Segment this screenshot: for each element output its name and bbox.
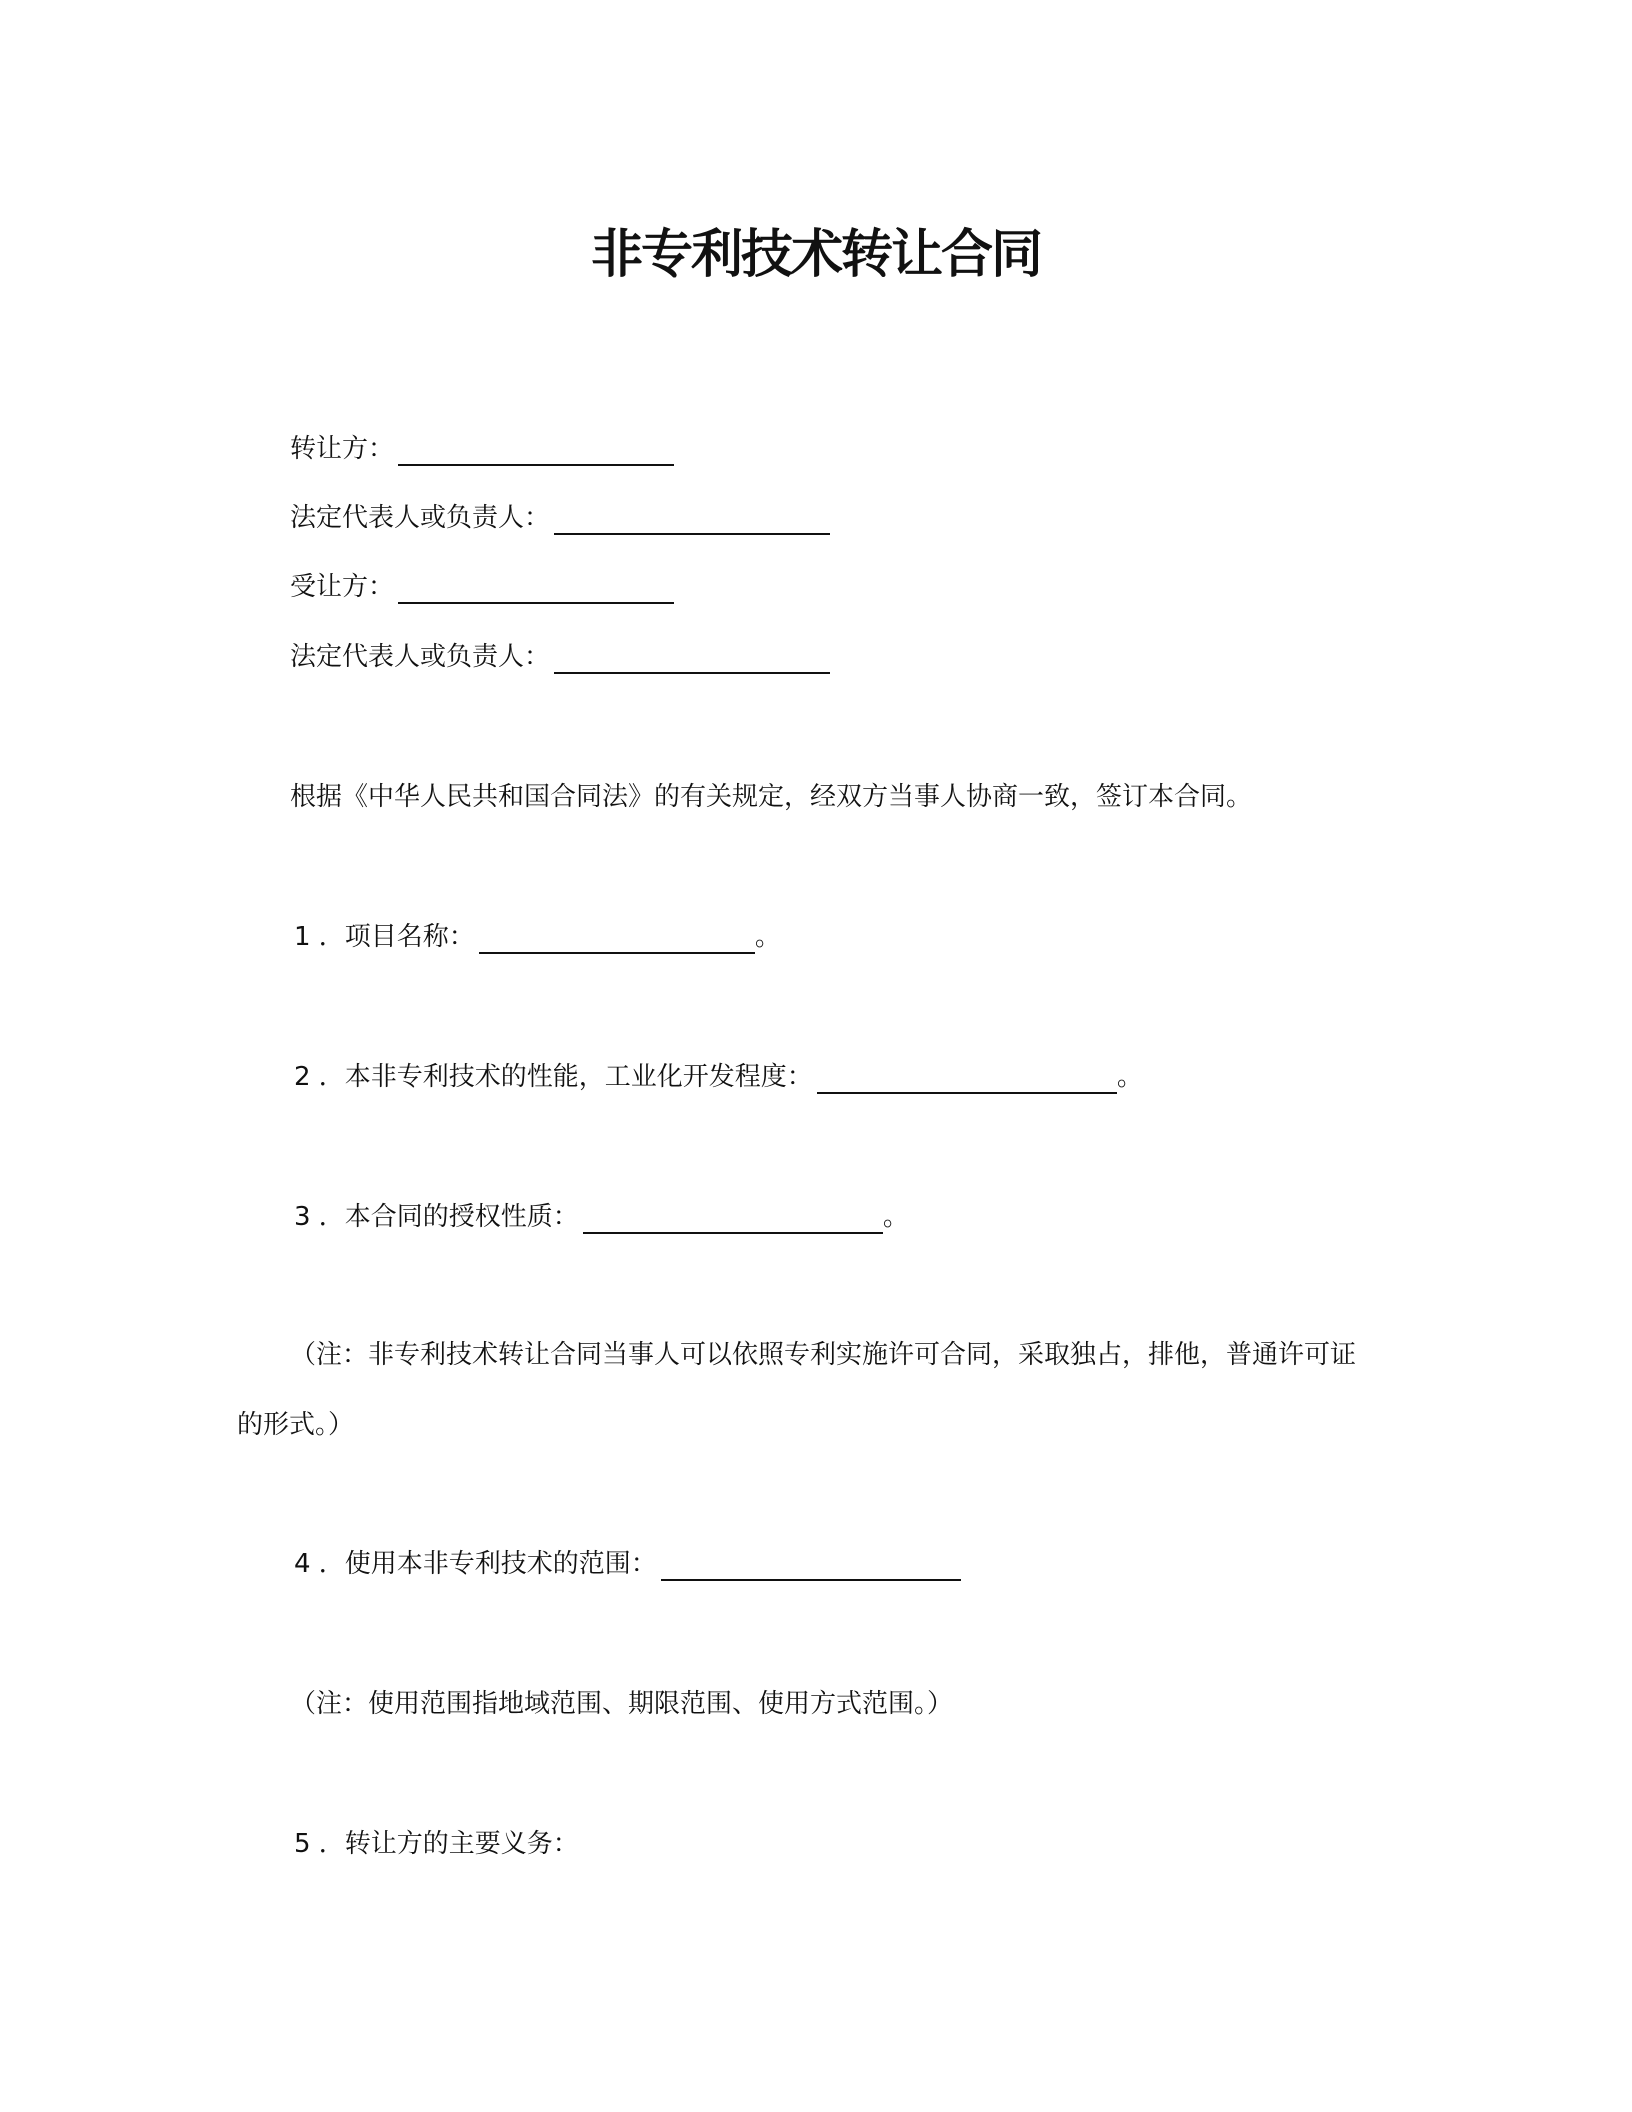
transferee-line bbox=[290, 570, 674, 604]
item-5-label: 5 ．转让方的主要义务： bbox=[294, 1829, 579, 1859]
transferor-blank[interactable] bbox=[398, 438, 674, 466]
note-1-line-1: （注：非专利技术转让合同当事人可以依照专利实施许可合同，采取独占，排他，普通许可证 bbox=[290, 1340, 1357, 1370]
transferee-rep-line bbox=[290, 640, 830, 674]
note-1-line-2: 的形式。） bbox=[237, 1410, 355, 1440]
note-2: （注：使用范围指地域范围、期限范围、使用方式范围。） bbox=[290, 1689, 954, 1719]
item-4 bbox=[294, 1547, 961, 1581]
item-1-blank[interactable] bbox=[479, 926, 755, 954]
item-4-label: 4 ．使用本非专利技术的范围： bbox=[294, 1549, 657, 1579]
item-2-suffix: 。 bbox=[1116, 1062, 1143, 1092]
item-1 bbox=[294, 920, 781, 954]
preamble: 根据《中华人民共和国合同法》的有关规定，经双方当事人协商一致，签订本合同。 bbox=[290, 782, 1253, 812]
item-3-blank[interactable] bbox=[583, 1206, 883, 1234]
transferee-rep-blank[interactable] bbox=[554, 646, 830, 674]
item-5 bbox=[294, 1827, 579, 1861]
item-1-suffix: 。 bbox=[754, 922, 781, 952]
transferee-rep-label: 法定代表人或负责人： bbox=[290, 642, 551, 672]
transferor-label: 转让方： bbox=[290, 434, 395, 464]
item-1-label: 1 ．项目名称： bbox=[294, 922, 475, 952]
item-3-label: 3 ．本合同的授权性质： bbox=[294, 1202, 579, 1232]
item-3 bbox=[294, 1200, 909, 1234]
transferee-label: 受让方： bbox=[290, 572, 395, 602]
item-2 bbox=[294, 1060, 1143, 1094]
item-2-blank[interactable] bbox=[817, 1066, 1117, 1094]
document-title: 非专利技术转让合同 bbox=[590, 225, 1041, 285]
transferor-rep-blank[interactable] bbox=[554, 507, 830, 535]
item-4-blank[interactable] bbox=[661, 1553, 961, 1581]
transferor-rep-label: 法定代表人或负责人： bbox=[290, 503, 551, 533]
item-3-suffix: 。 bbox=[882, 1202, 909, 1232]
transferor-rep-line bbox=[290, 501, 830, 535]
transferor-line bbox=[290, 432, 674, 466]
item-2-label: 2 ．本非专利技术的性能，工业化开发程度： bbox=[294, 1062, 813, 1092]
transferee-blank[interactable] bbox=[398, 576, 674, 604]
